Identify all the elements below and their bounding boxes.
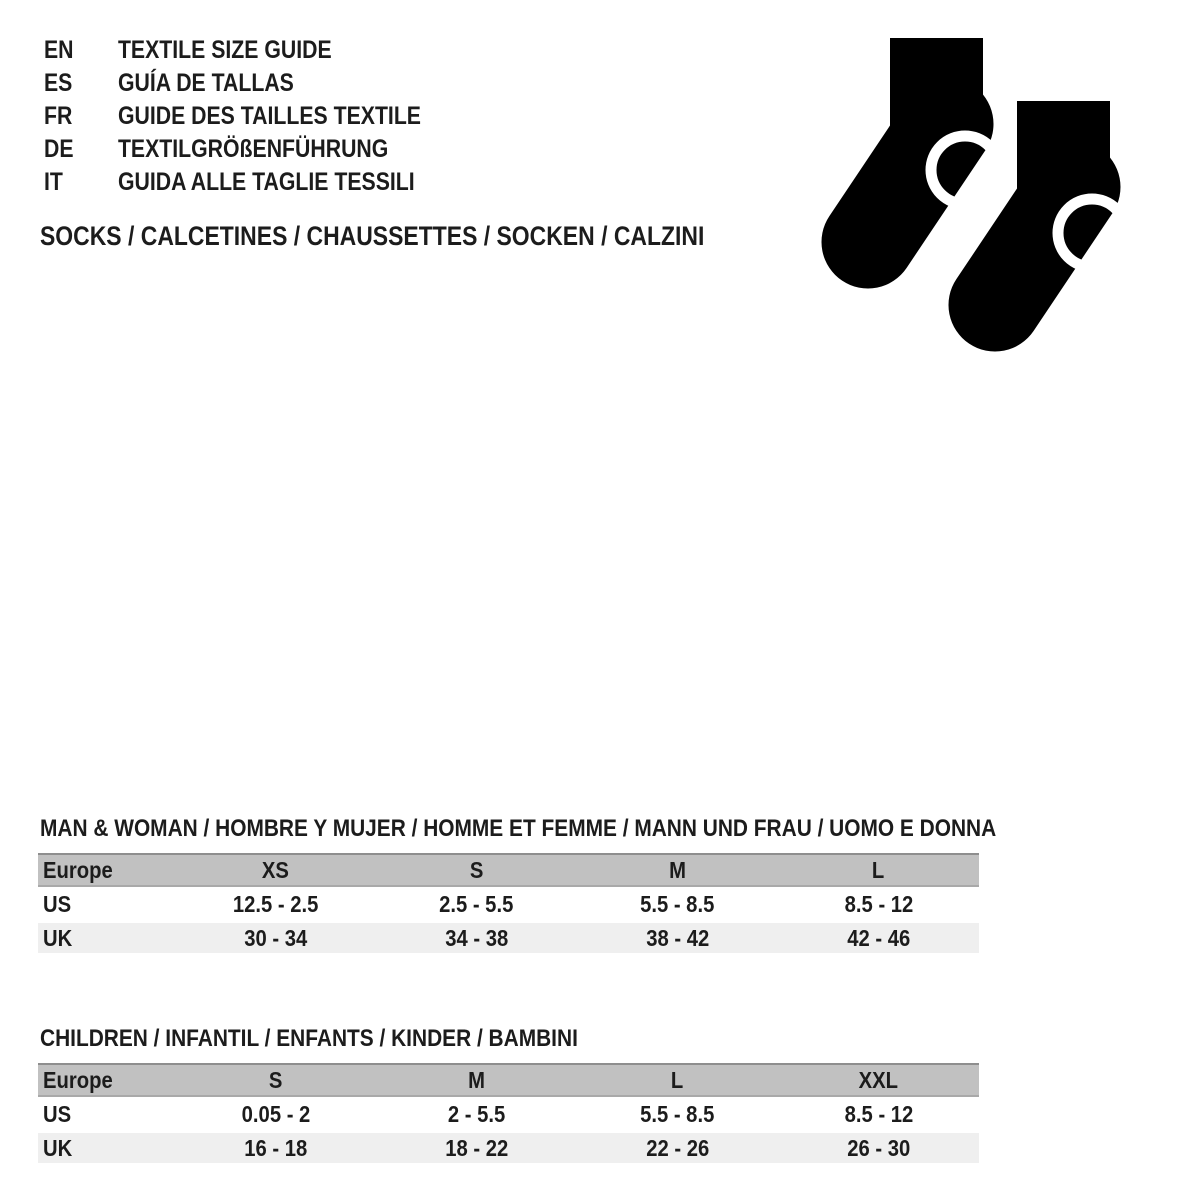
header-cell-size: M bbox=[468, 1067, 485, 1093]
table-header-row bbox=[38, 853, 979, 887]
size-value: 22 - 26 bbox=[645, 1135, 710, 1161]
header-cell-region: Europe bbox=[43, 857, 113, 883]
language-label: GUÍA DE TALLAS bbox=[117, 69, 294, 97]
table-row bbox=[38, 923, 979, 953]
table-row bbox=[38, 889, 979, 919]
language-label: GUIDE DES TAILLES TEXTILE bbox=[117, 102, 421, 130]
header-cell-size: S bbox=[268, 1067, 283, 1093]
language-label: TEXTILGRÖßENFÜHRUNG bbox=[117, 135, 389, 163]
size-value: 38 - 42 bbox=[645, 925, 710, 951]
adults-table-title bbox=[40, 817, 1139, 841]
language-row-de bbox=[44, 133, 421, 166]
size-value: 18 - 22 bbox=[444, 1135, 509, 1161]
header-cell-size: L bbox=[872, 857, 885, 883]
product-heading-text: SOCKS / CALCETINES / CHAUSSETTES / SOCKEN / CALZINI bbox=[40, 221, 705, 251]
language-label: GUIDA ALLE TAGLIE TESSILI bbox=[117, 168, 415, 196]
language-code: FR bbox=[44, 102, 73, 130]
size-value: 42 - 46 bbox=[846, 925, 911, 951]
size-value: 2 - 5.5 bbox=[447, 1101, 506, 1127]
size-value: 34 - 38 bbox=[444, 925, 509, 951]
header-cell-size: XXL bbox=[858, 1067, 899, 1093]
children-table-title-text: CHILDREN / INFANTIL / ENFANTS / KINDER / BAMBINI bbox=[40, 1025, 578, 1052]
header-cell-region: Europe bbox=[43, 1067, 113, 1093]
language-code: DE bbox=[44, 135, 74, 163]
header-cell-size: M bbox=[669, 857, 686, 883]
size-value: 5.5 - 8.5 bbox=[640, 891, 715, 917]
row-label: US bbox=[43, 1101, 72, 1127]
table-header-row bbox=[38, 1063, 979, 1097]
adults-table-title-text: MAN & WOMAN / HOMBRE Y MUJER / HOMME ET FEMME / MANN UND FRAU / UOMO E DONNA bbox=[40, 815, 997, 842]
language-legend bbox=[44, 34, 488, 199]
language-row-fr bbox=[44, 100, 421, 133]
socks-icon bbox=[812, 30, 1122, 360]
size-value: 0.05 - 2 bbox=[241, 1101, 310, 1127]
adults-size-table bbox=[38, 853, 979, 953]
header-cell-size: S bbox=[469, 857, 484, 883]
header-cell-size: XS bbox=[261, 857, 290, 883]
size-value: 26 - 30 bbox=[846, 1135, 911, 1161]
size-value: 30 - 34 bbox=[243, 925, 308, 951]
language-row-es bbox=[44, 67, 421, 100]
children-table-title bbox=[40, 1027, 658, 1051]
children-size-table bbox=[38, 1063, 979, 1163]
language-label: TEXTILE SIZE GUIDE bbox=[117, 36, 332, 64]
language-row-en bbox=[44, 34, 421, 67]
row-label: US bbox=[43, 891, 72, 917]
table-row bbox=[38, 1099, 979, 1129]
size-value: 16 - 18 bbox=[243, 1135, 308, 1161]
product-heading bbox=[40, 222, 822, 250]
language-code: ES bbox=[44, 69, 73, 97]
row-label: UK bbox=[43, 1135, 73, 1161]
language-code: IT bbox=[44, 168, 63, 196]
size-value: 5.5 - 8.5 bbox=[640, 1101, 715, 1127]
row-label: UK bbox=[43, 925, 73, 951]
header-cell-size: L bbox=[671, 1067, 684, 1093]
size-value: 12.5 - 2.5 bbox=[232, 891, 319, 917]
size-value: 8.5 - 12 bbox=[844, 891, 913, 917]
size-value: 2.5 - 5.5 bbox=[439, 891, 514, 917]
language-row-it bbox=[44, 166, 421, 199]
size-value: 8.5 - 12 bbox=[844, 1101, 913, 1127]
language-code: EN bbox=[44, 36, 74, 64]
table-row bbox=[38, 1133, 979, 1163]
